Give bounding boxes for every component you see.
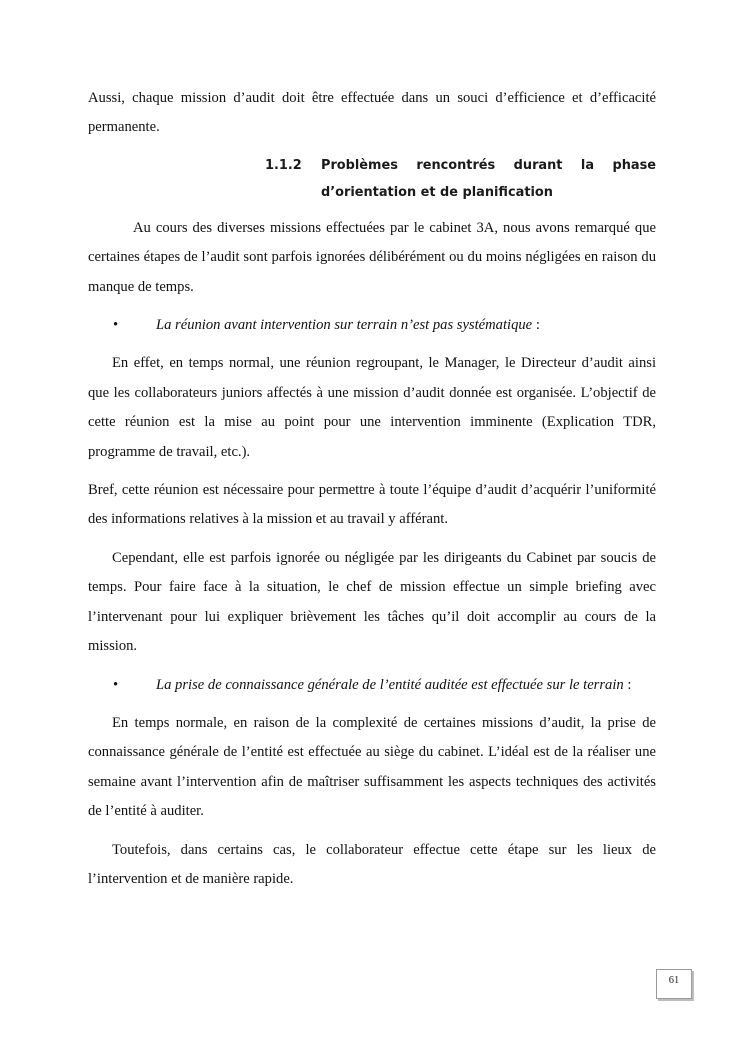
paragraph-1: Au cours des diverses missions effectuées par le cabinet 3A, nous avons remarqué que certaines étapes de l’audit sont parfois ignorées délibérément ou du moins négligées en raison du manque de temps. bbox=[88, 219, 656, 295]
bullet-item-1-suffix: : bbox=[532, 317, 540, 334]
section-title-line1: Problèmes rencontrés durant la phase bbox=[321, 157, 656, 173]
section-title-line2: d’orientation et de planification bbox=[321, 184, 553, 200]
bullet-item-1-content bbox=[156, 311, 540, 340]
bullet-item-2-content bbox=[156, 671, 631, 700]
page-number-box: 61 bbox=[656, 969, 692, 999]
bullet-item-1-text: La réunion avant intervention sur terrain n’est pas systématique bbox=[156, 317, 533, 334]
paragraph-4: Cependant, elle est parfois ignorée ou négligée par les dirigeants du Cabinet par soucis de temps. Pour faire face à la situation, le chef de mission effectue un simple briefing avec l’intervenant pour lui expliquer brièvement les tâches qu’il doit accomplir au cours de la mission. bbox=[88, 549, 656, 655]
bullet-item-2-text: La prise de connaissance générale de l’entité auditée est effectuée sur le terrain bbox=[156, 676, 624, 693]
section-heading bbox=[265, 152, 656, 206]
bullet-icon: • bbox=[113, 317, 119, 334]
bullet-item-2 bbox=[113, 671, 656, 700]
bullet-item-2-suffix: : bbox=[623, 676, 632, 693]
bullet-icon: • bbox=[113, 676, 119, 693]
bullet-item-1 bbox=[113, 311, 656, 340]
page-content bbox=[88, 84, 656, 894]
intro-paragraph: Aussi, chaque mission d’audit doit être effectuée dans un souci d’efficience et d’efficacité permanente. bbox=[88, 90, 656, 136]
paragraph-3: Bref, cette réunion est nécessaire pour permettre à toute l’équipe d’audit d’acquérir l’uniformité des informations relatives à la mission et au travail y afférant. bbox=[88, 482, 656, 528]
paragraph-5: En temps normale, en raison de la complexité de certaines missions d’audit, la prise de connaissance générale de l’entité est effectuée au siège du cabinet. L’idéal est de la réaliser une semaine avant l’intervention afin de maîtriser suffisamment les aspects techniques des activités de l’entité à auditer. bbox=[88, 714, 656, 820]
section-number: 1.1.2 bbox=[265, 157, 302, 173]
section-title bbox=[321, 152, 656, 206]
paragraph-2: En effet, en temps normal, une réunion regroupant, le Manager, le Directeur d’audit ainsi que les collaborateurs juniors affectés à une mission d’audit donnée est organisée. L’objectif de cette réunion est la mise au point pour une intervention imminente (Explication TDR, programme de travail, etc.). bbox=[88, 355, 656, 460]
paragraph-6: Toutefois, dans certains cas, le collaborateur effectue cette étape sur les lieux de l’intervention et de manière rapide. bbox=[88, 841, 656, 887]
